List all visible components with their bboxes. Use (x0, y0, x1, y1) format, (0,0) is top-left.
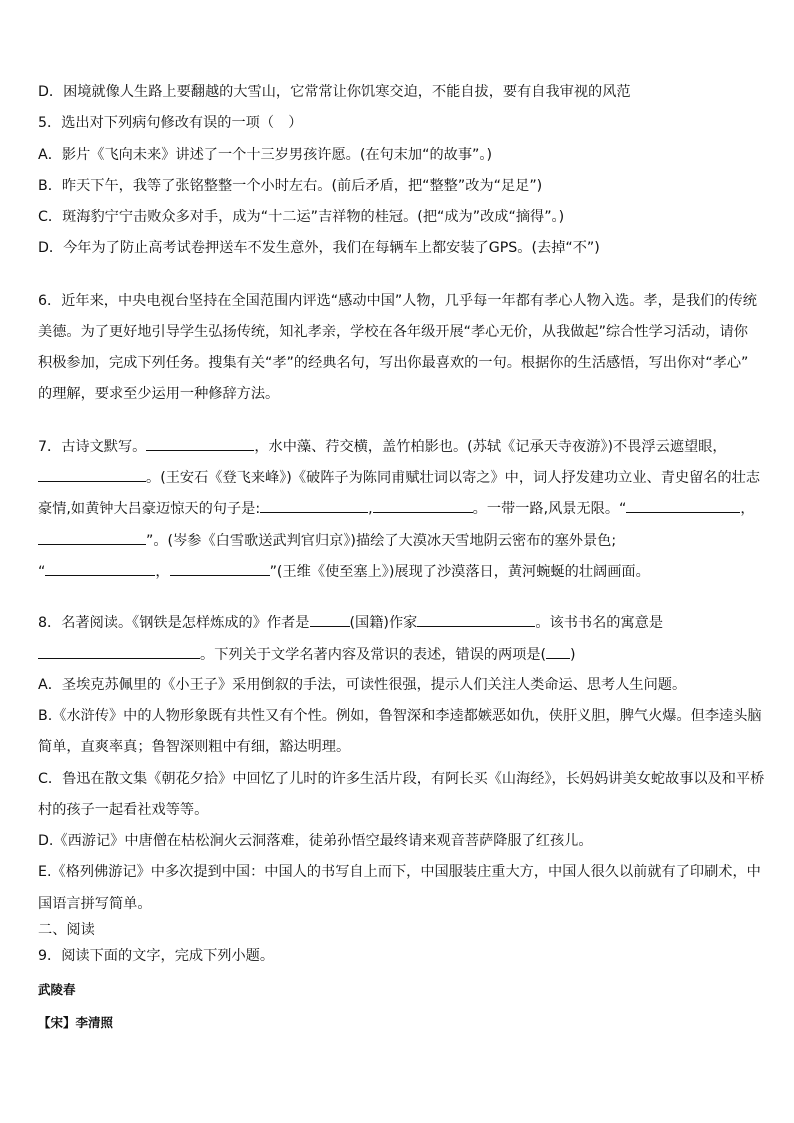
q8-text: 。下列关于文学名著内容及常识的表述，错误的两项是( (200, 647, 547, 663)
q7-text: ， (155, 564, 170, 580)
q7-text: , (368, 501, 373, 517)
q6-line-3: 积极参加，完成下列任务。搜集有关“孝”的经典名句，写出你最喜欢的一句。根据你的生活感悟，写出你对“孝心” (38, 355, 749, 371)
q8-line-2 (38, 644, 576, 665)
q8-text: ) (570, 647, 576, 663)
q8-option-c-2: 村的孩子一起看社戏等等。 (38, 802, 209, 818)
answer-blank[interactable] (146, 436, 254, 451)
answer-blank[interactable] (38, 467, 146, 482)
q7-line-1 (38, 436, 727, 457)
answer-blank[interactable] (626, 498, 740, 513)
q8-option-b-2: 简单，直爽率真；鲁智深则粗中有细，豁达明理。 (38, 739, 351, 755)
q7-line-3 (38, 498, 755, 519)
answer-blank[interactable] (38, 530, 146, 545)
q8-option-a: A．圣埃克苏佩里的《小王子》采用倒叙的手法，可读性很强，提示人们关注人类命运、思考人生问题。 (38, 677, 687, 693)
q7-line-2 (38, 467, 760, 488)
answer-blank[interactable] (45, 561, 155, 576)
q5-option-d: D．今年为了防止高考试卷押送车不发生意外，我们在每辆车上都安装了GPS。(去掉“不”) (38, 240, 600, 256)
poem-title: 武陵春 (38, 982, 76, 997)
q8-option-c-1: C．鲁迅在散文集《朝花夕拾》中回忆了儿时的许多生活片段，有阿长买《山海经》，长妈妈讲美女蛇故事以及和平桥 (38, 771, 765, 787)
answer-blank[interactable] (260, 498, 368, 513)
answer-blank[interactable] (373, 498, 473, 513)
q7-line-4 (38, 530, 616, 551)
q8-option-b-1: B.《水浒传》中的人物形象既有共性又有个性。例如，鲁智深和李逵都嫉恶如仇，侠肝义胆，脾气火爆。但李逵头脑 (38, 708, 762, 724)
section-heading: 二、阅读 (38, 922, 95, 938)
q6-line-4: 的理解，要求至少运用一种修辞方法。 (38, 386, 280, 402)
q8-text: 。该书书名的寓意是 (535, 615, 664, 631)
poem-author: 【宋】李清照 (38, 1015, 114, 1030)
q8-text: (国籍)作家 (349, 615, 418, 631)
q8-option-d: D.《西游记》中唐僧在枯松涧火云洞落难，徒弟孙悟空最终请来观音菩萨降服了红孩儿。 (38, 833, 593, 849)
q4-option-d: D．困境就像人生路上要翻越的大雪山，它常常让你饥寒交迫，不能自拔，要有自我审视的风范 (38, 84, 631, 100)
q8-option-e-2: 国语言拼写简单。 (38, 896, 152, 912)
q8-line-1 (38, 612, 663, 633)
answer-blank[interactable] (310, 612, 350, 627)
q8-text: 8．名著阅读。《钢铁是怎样炼成的》作者是 (38, 615, 310, 631)
q7-text: ， (740, 501, 755, 517)
q7-text: ”。(岑参《白雪歌送武判官归京》)描绘了大漠冰天雪地阴云密布的塞外景色; (146, 533, 617, 549)
q5-option-b: B．昨天下午，我等了张铭整整一个小时左右。(前后矛盾，把“整整”改为“足足”) (38, 178, 543, 194)
q7-line-5 (38, 561, 650, 582)
q5-stem: 5．选出对下列病句修改有误的一项（ ） (38, 115, 303, 131)
q7-text: ”(王维《使至塞上》)展现了沙漠落日，黄河蜿蜒的壮阔画面。 (269, 564, 650, 580)
q9-stem: 9．阅读下面的文字，完成下列小题。 (38, 948, 275, 964)
answer-blank[interactable] (170, 561, 270, 576)
q6-line-1: 6．近年来，中央电视台坚持在全国范围内评选“感动中国”人物，几乎每一年都有孝心人物入选。孝，是我们的传统 (38, 293, 757, 309)
q7-label: 7．古诗文默写。 (38, 439, 147, 455)
q5-option-a: A．影片《飞向未来》讲述了一个十三岁男孩许愿。(在句末加“的故事”。) (38, 147, 493, 163)
answer-blank[interactable] (417, 612, 535, 627)
answer-blank[interactable] (546, 644, 570, 659)
q6-line-2: 美德。为了更好地引导学生弘扬传统，知礼孝亲，学校在各年级开展“孝心无价，从我做起”综合性学习活动，请你 (38, 324, 748, 340)
q7-text: 。一带一路,风景无限。“ (472, 501, 627, 517)
q7-text: “ (38, 564, 46, 580)
q8-option-e-1: E.《格列佛游记》中多次提到中国：中国人的书写自上而下，中国服装庄重大方，中国人很久以前就有了印刷术，中 (38, 864, 761, 880)
q7-text: 豪情,如黄钟大吕豪迈惊天的句子是: (38, 501, 261, 517)
q7-text: ，水中藻、荇交横，盖竹柏影也。(苏轼《记承天寺夜游》)不畏浮云遮望眼， (254, 439, 727, 455)
q7-text: 。(王安石《登飞来峰》)《破阵子为陈同甫赋壮词以寄之》中，词人抒发建功立业、青史留名的壮志 (146, 470, 761, 486)
answer-blank[interactable] (38, 644, 200, 659)
q5-option-c: C．斑海豹宁宁击败众多对手，成为“十二运”吉祥物的桂冠。(把“成为”改成“摘得”。) (38, 209, 565, 225)
